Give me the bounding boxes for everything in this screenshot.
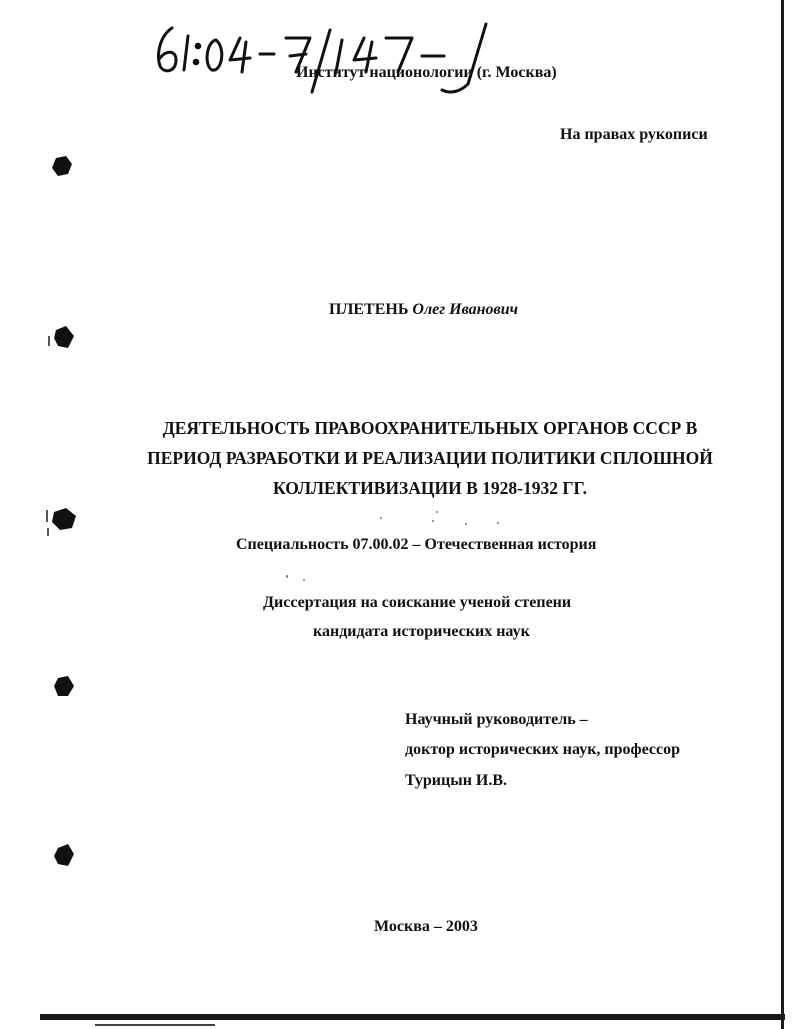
- specialty-line: Специальность 07.00.02 – Отечественная история: [236, 536, 597, 553]
- supervisor-degree: доктор исторических наук, профессор: [405, 741, 681, 758]
- handwritten-archive-number: [150, 14, 530, 96]
- city-year: Москва – 2003: [374, 918, 478, 935]
- scan-border-right: [781, 0, 784, 1029]
- author-name: [0, 300, 799, 320]
- binding-hole-mark: [54, 326, 74, 348]
- institute-name: Институт национологии (г. Москва): [296, 64, 557, 81]
- author-surname: ПЛЕТЕНЬ: [329, 301, 409, 318]
- binding-hole-mark: [52, 508, 76, 530]
- scan-speck: [465, 523, 467, 525]
- supervisor-label: Научный руководитель –: [405, 711, 588, 728]
- scan-border-bottom: [40, 1014, 785, 1020]
- scan-speck: [432, 520, 434, 522]
- author-given-names: Олег Иванович: [412, 301, 518, 318]
- title-line: ПЕРИОД РАЗРАБОТКИ И РЕАЛИЗАЦИИ ПОЛИТИКИ СПЛОШНОЙ: [147, 448, 713, 468]
- title-line: ДЕЯТЕЛЬНОСТЬ ПРАВООХРАНИТЕЛЬНЫХ ОРГАНОВ СССР В: [162, 418, 698, 438]
- supervisor-name: Турицын И.В.: [405, 772, 508, 789]
- dissertation-line-1: Диссертация на соискание ученой степени: [263, 594, 572, 611]
- scan-speck: [303, 579, 305, 581]
- binding-hole-marks: [44, 150, 84, 880]
- dissertation-line-2: кандидата исторических наук: [313, 623, 530, 640]
- scan-speck: [286, 575, 288, 578]
- scan-speck: [380, 517, 382, 519]
- scan-border-bottom-thin: [95, 1024, 215, 1026]
- scan-speck: [436, 511, 438, 513]
- rights-notice: На правах рукописи: [560, 126, 708, 143]
- title-line: КОЛЛЕКТИВИЗАЦИИ В 1928-1932 ГГ.: [272, 478, 587, 498]
- binding-hole-mark: [54, 844, 74, 866]
- dissertation-title: [120, 413, 740, 503]
- scan-speck: [497, 522, 499, 524]
- binding-hole-mark: [52, 156, 72, 176]
- binding-hole-mark: [54, 676, 74, 696]
